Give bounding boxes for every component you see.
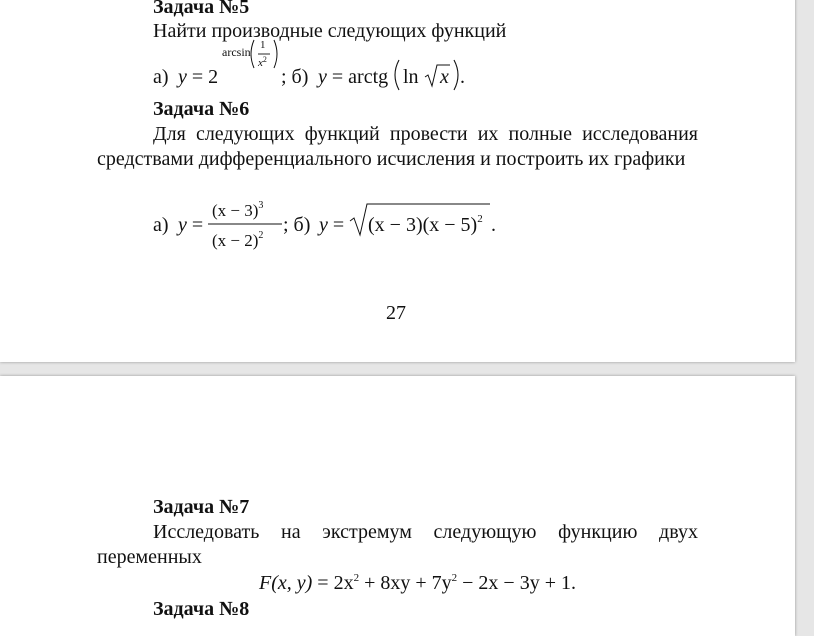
task5-b-ln: ln (403, 66, 419, 88)
task7-text: Исследовать на экстремум следующую функцию двух переменных (97, 521, 698, 568)
task5-b-end: . (460, 66, 465, 88)
task6-separator: ; б) (283, 214, 311, 236)
task6-a-fraction-bar (208, 223, 282, 225)
task6-a-eq: = (191, 214, 204, 236)
task5-text: Найти производные следующих функций (153, 20, 507, 42)
task6-a-y: y (178, 214, 187, 236)
task5-b-x: x (440, 66, 449, 88)
task5-b-arctg: arctg (348, 66, 389, 88)
task5-b-y: y (318, 66, 327, 88)
task5-a-exp-num: 1 (260, 39, 266, 51)
task5-part-a-label: а) (153, 66, 169, 88)
task8-heading: Задача №8 (153, 598, 250, 620)
page-number: 27 (386, 302, 406, 324)
task6-b-eq: = (332, 214, 345, 236)
task5-part-a-expr (178, 66, 218, 88)
task6-text: Для следующих функций провести их полные исследования средствами дифференциального исчисления и построить их графики (97, 123, 698, 170)
task5-heading: Задача №5 (153, 0, 250, 18)
task5-a-base: 2 (208, 66, 219, 88)
task6-part-a-label: а) (153, 214, 169, 236)
task5-a-eq: = (191, 66, 204, 88)
task5-a-exponent (222, 46, 251, 58)
task7-formula (259, 572, 576, 597)
task7-f-p1: 2 (353, 572, 360, 584)
task6-heading: Задача №6 (153, 98, 250, 120)
task5-a-exp-den: $x^2$ (258, 55, 267, 69)
task7-f-p2: 2 (451, 572, 458, 584)
task6-a-denominator: $(x - 2)^2$ (212, 230, 264, 250)
task5-b-eq: = (331, 66, 344, 88)
task6-b-radicand: $(x - 3)(x - 5)^2$ (368, 213, 483, 236)
task6-b-y: y (319, 214, 328, 236)
task7-heading: Задача №7 (153, 496, 250, 518)
document-page-2 (0, 376, 795, 636)
task6-b-lhs (319, 214, 344, 236)
task5-a-y: y (178, 66, 187, 88)
task5-formula (153, 66, 169, 88)
task7-f-eq: = (317, 572, 329, 594)
task6-a-numerator: $(x - 3)^3$ (212, 200, 264, 220)
task7-f-t3: − 2x − 3y + 1. (457, 572, 576, 594)
task7-f-t1: 2x (333, 572, 354, 594)
task7-f-t2: + 8xy + 7y (359, 572, 452, 594)
task6-a-lhs (178, 214, 203, 236)
task5-part-b-expr (318, 66, 388, 88)
task5-separator: ; б) (281, 66, 309, 88)
task5-a-arcsin: arcsin (222, 45, 251, 59)
task6-b-end: . (491, 214, 496, 236)
task7-f-lhs: F(x, y) (259, 572, 313, 594)
